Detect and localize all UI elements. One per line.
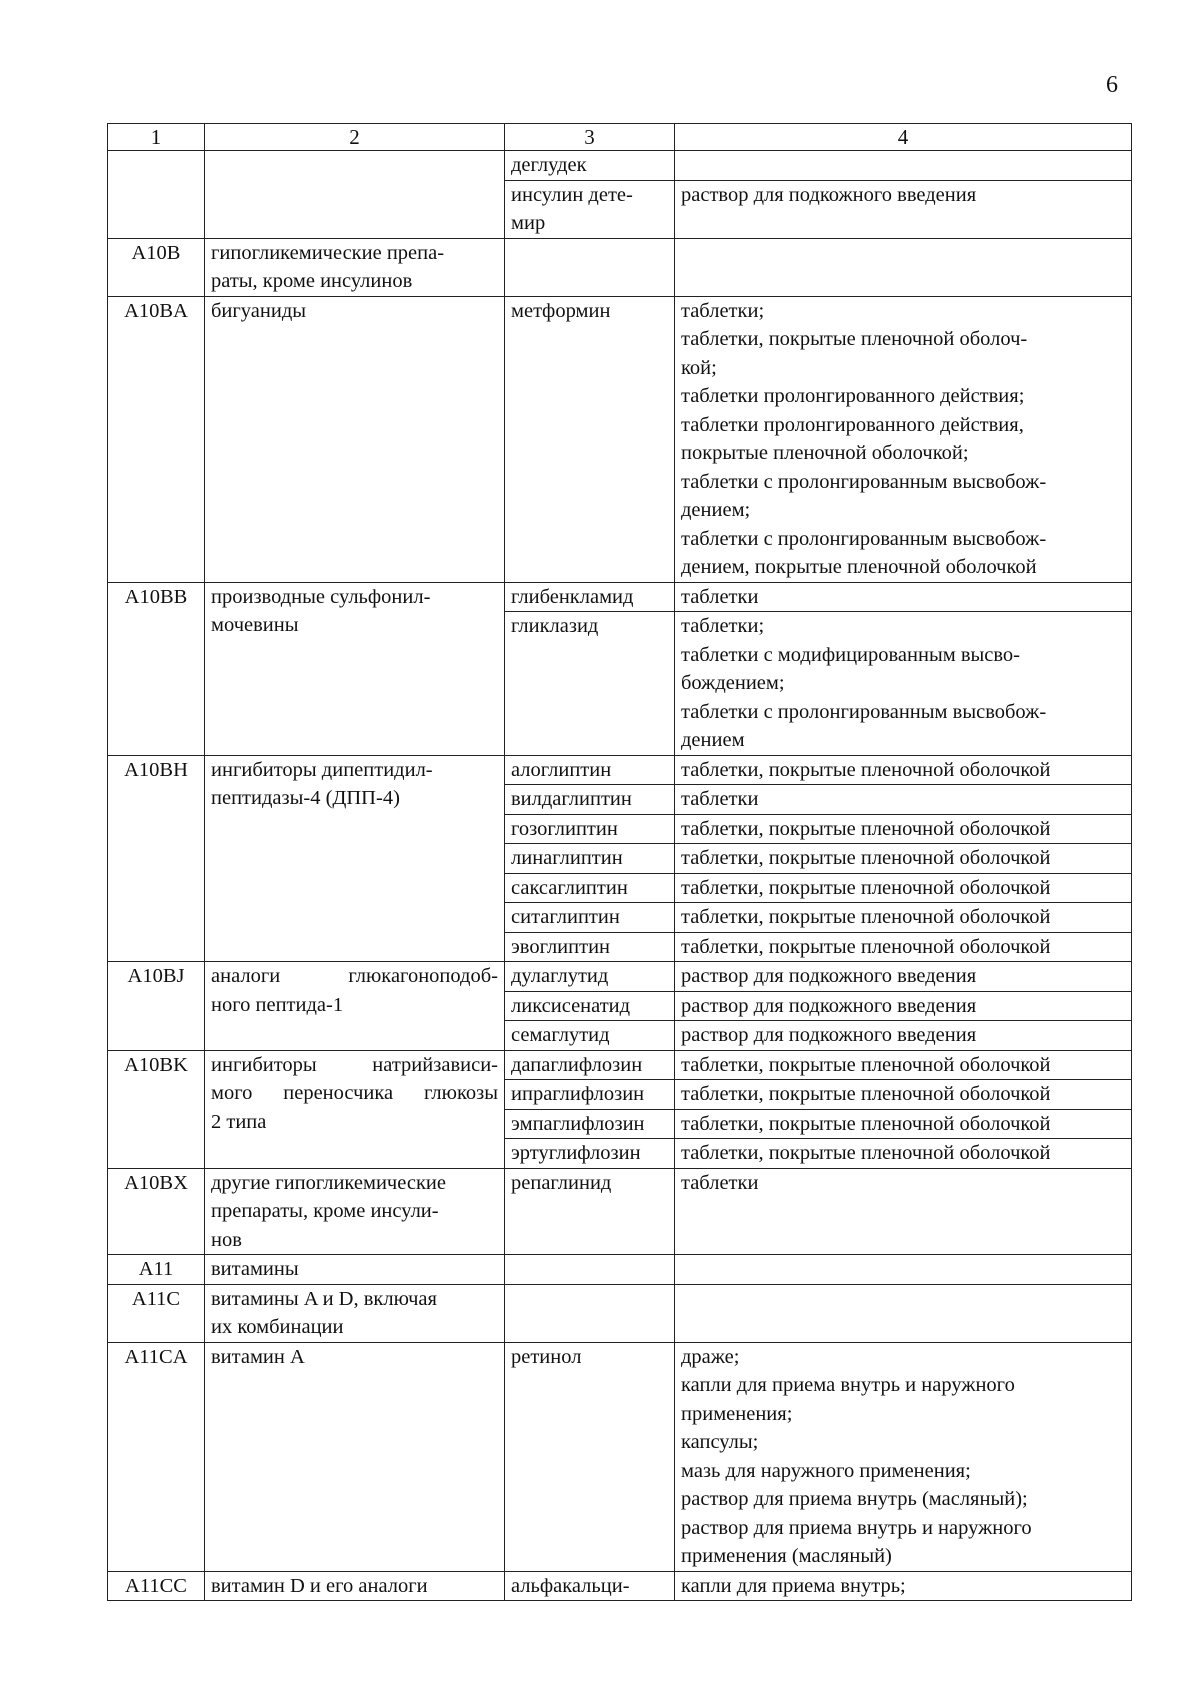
dosage-form: таблетки; таблетки, покрытые пленочной оболоч- кой; таблетки пролонгированного действия; таблетки пролонгированного действия, покрытые пленочной оболочкой; таблетки с пролонгированным высвобож- дением; таблетки с пролонгированным высвобож- дением, покрытые пленочной оболочкой (675, 296, 1132, 582)
group-name (205, 151, 505, 239)
table-row (108, 1571, 1132, 1601)
table-row (108, 238, 1132, 296)
header-col-3: 3 (505, 124, 675, 151)
dosage-form (675, 151, 1131, 180)
drug-name: алоглиптин (511, 758, 612, 781)
table-row (108, 1168, 1132, 1255)
drug-name (505, 1284, 675, 1342)
dosage-form: капли для приема внутрь; (675, 1571, 1132, 1601)
drug-name (505, 238, 675, 296)
dosage-form: таблетки; таблетки с модифицированным высво- бождением; таблетки с пролонгированным высвобож- дением (675, 611, 1131, 755)
table-row (108, 962, 1132, 1051)
drug-name: репаглинид (505, 1168, 675, 1255)
atc-code: A10BK (108, 1050, 205, 1168)
dosage-form: таблетки, покрытые пленочной оболочкой (675, 1109, 1131, 1139)
form-list (675, 1050, 1132, 1168)
drug-name: вилдаглиптин (505, 784, 674, 814)
dosage-form: драже; капли для приема внутрь и наружного применения; капсулы; мазь для наружного применения; раствор для приема внутрь (масляный); раствор для приема внутрь и наружного применения (масляный) (675, 1342, 1132, 1571)
drug-name: деглудек (511, 154, 587, 176)
dosage-form: таблетки (675, 784, 1131, 814)
table-row (108, 296, 1132, 582)
page-number: 6 (1106, 72, 1118, 98)
drug-table (107, 123, 1132, 1601)
drug-name: метформин (505, 296, 675, 582)
dosage-form (675, 238, 1132, 296)
header-col-4: 4 (675, 124, 1132, 151)
group-name (205, 1050, 505, 1168)
group-name: витамин A (205, 1342, 505, 1571)
table-row (108, 151, 1132, 239)
atc-code: A10BH (108, 755, 205, 962)
atc-code: A10BJ (108, 962, 205, 1051)
group-name: бигуаниды (205, 296, 505, 582)
group-name: производные сульфонил- мочевины (205, 582, 505, 755)
atc-code (108, 151, 205, 239)
drug-list (505, 755, 675, 962)
dosage-form: таблетки, покрытые пленочной оболочкой (675, 873, 1131, 903)
drug-name: альфакальци- (505, 1571, 675, 1601)
group-name: другие гипогликемические препараты, кроме инсули- нов (205, 1168, 505, 1255)
table-row (108, 1342, 1132, 1571)
group-line: ингибиторы натрийзависи- (211, 1053, 498, 1076)
header-row (108, 124, 1132, 151)
dosage-form: раствор для подкожного введения (681, 965, 977, 987)
drug-name: эмпаглифлозин (505, 1109, 674, 1139)
table-row (108, 1255, 1132, 1285)
group-line: мого переносчика глюкозы (211, 1082, 498, 1104)
atc-code: A10BB (108, 582, 205, 755)
drug-name: ситаглиптин (505, 902, 674, 932)
drug-list (505, 151, 675, 239)
drug-name: гликлазид (505, 611, 674, 641)
drug-name: инсулин дете- мир (505, 180, 674, 238)
form-list (675, 582, 1132, 755)
drug-name: дапаглифлозин (511, 1053, 643, 1076)
dosage-form: таблетки, покрытые пленочной оболочкой (675, 843, 1131, 873)
drug-list (505, 962, 675, 1051)
group-name: витамин D и его аналоги (205, 1571, 505, 1601)
group-name: витамины A и D, включая их комбинации (205, 1284, 505, 1342)
dosage-form: таблетки, покрытые пленочной оболочкой (675, 1079, 1131, 1109)
atc-code: A11CA (108, 1342, 205, 1571)
form-list (675, 755, 1132, 962)
table-row (108, 1050, 1132, 1168)
group-name: гипогликемические препа- раты, кроме инсулинов (205, 238, 505, 296)
drug-name: ипраглифлозин (505, 1079, 674, 1109)
dosage-form: раствор для подкожного введения (675, 180, 1131, 210)
dosage-form: таблетки (675, 1168, 1132, 1255)
drug-name: эртуглифлозин (505, 1138, 674, 1168)
form-list (675, 962, 1132, 1051)
drug-name (505, 1255, 675, 1285)
dosage-form (675, 1284, 1132, 1342)
atc-code: A11CC (108, 1571, 205, 1601)
dosage-form: таблетки, покрытые пленочной оболочкой (675, 1138, 1131, 1168)
dosage-form: таблетки (681, 585, 759, 608)
drug-name: саксаглиптин (505, 873, 674, 903)
group-name: витамины (205, 1255, 505, 1285)
drug-name: ретинол (505, 1342, 675, 1571)
drug-name: ликсисенатид (505, 991, 674, 1021)
dosage-form: таблетки, покрытые пленочной оболочкой (675, 814, 1131, 844)
drug-name: дулаглутид (511, 965, 609, 987)
group-line: ного пептида-1 (211, 993, 344, 1016)
group-line: 2 типа (211, 1110, 267, 1133)
dosage-form (675, 1255, 1132, 1285)
header-col-1: 1 (108, 124, 205, 151)
header-col-2: 2 (205, 124, 505, 151)
form-list (675, 151, 1132, 239)
atc-code: A11 (108, 1255, 205, 1285)
dosage-form: таблетки, покрытые пленочной оболочкой (681, 758, 1051, 781)
drug-list (505, 1050, 675, 1168)
atc-code: A10BA (108, 296, 205, 582)
dosage-form: таблетки, покрытые пленочной оболочкой (681, 1053, 1051, 1076)
drug-name: эвоглиптин (505, 932, 674, 962)
drug-name: семаглутид (505, 1020, 674, 1050)
atc-code: A11C (108, 1284, 205, 1342)
atc-code: A10BX (108, 1168, 205, 1255)
group-name (205, 962, 505, 1051)
table-row (108, 582, 1132, 755)
group-line: аналоги глюкагоноподоб- (211, 965, 498, 987)
drug-list (505, 582, 675, 755)
dosage-form: таблетки, покрытые пленочной оболочкой (675, 932, 1131, 962)
dosage-form: таблетки, покрытые пленочной оболочкой (675, 902, 1131, 932)
atc-code: A10B (108, 238, 205, 296)
dosage-form: раствор для подкожного введения (675, 991, 1131, 1021)
table-row (108, 1284, 1132, 1342)
drug-name: глибенкламид (511, 585, 634, 608)
group-name: ингибиторы дипептидил- пептидазы-4 (ДПП-4) (205, 755, 505, 962)
table-row (108, 755, 1132, 962)
dosage-form: раствор для подкожного введения (675, 1020, 1131, 1050)
drug-name: линаглиптин (505, 843, 674, 873)
drug-name: гозоглиптин (505, 814, 674, 844)
